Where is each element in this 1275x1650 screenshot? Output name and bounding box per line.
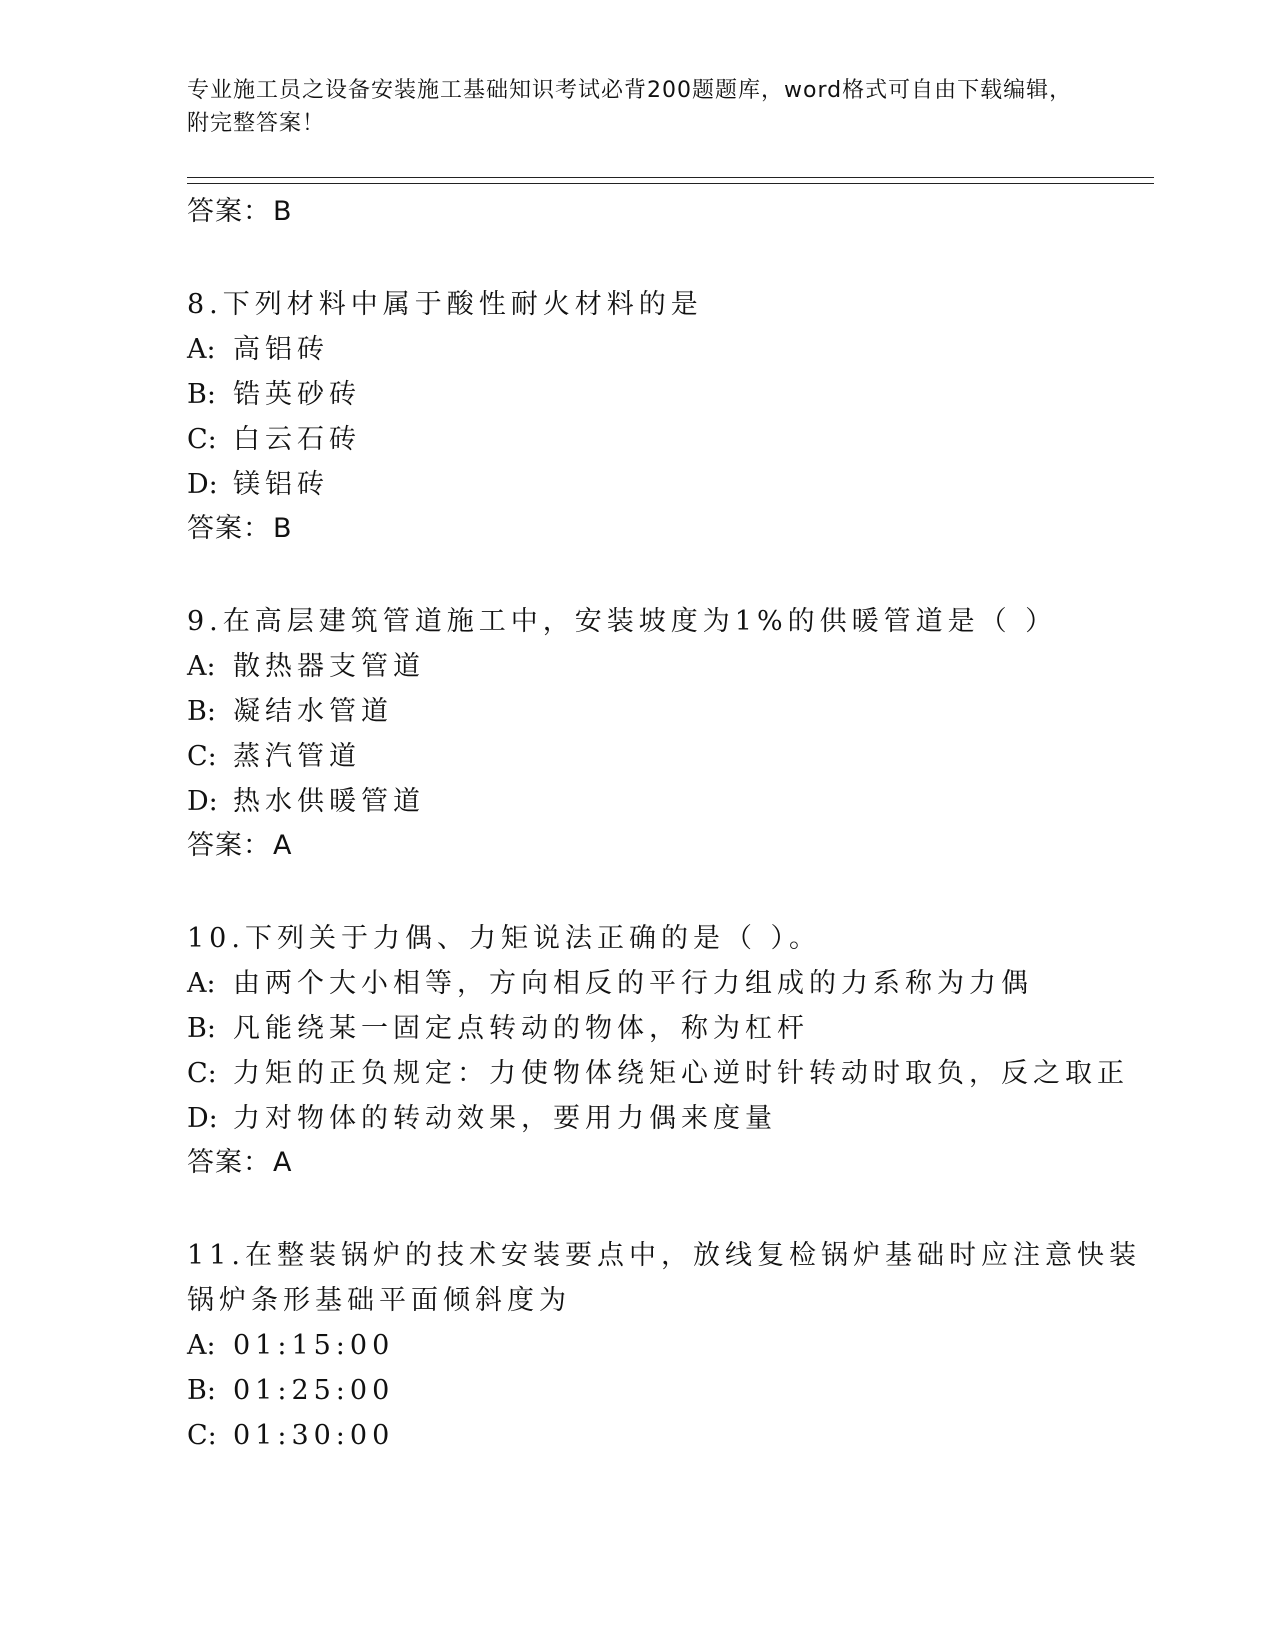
option-text: 锆英砂砖 (233, 379, 361, 410)
option-text: 热水供暖管道 (233, 786, 425, 817)
answer-value: B (273, 196, 293, 227)
answer-line (187, 507, 1147, 551)
option-a (187, 961, 1147, 1006)
option-a (187, 644, 1147, 689)
question-text: 9.在高层建筑管道施工中，安装坡度为1%的供暖管道是（ ） (187, 606, 1058, 637)
question-list (187, 190, 1147, 1458)
option-a (187, 327, 1147, 372)
answer-label: 答案： (187, 830, 271, 861)
option-text: 蒸汽管道 (233, 741, 361, 772)
option-text: 凡能绕某一固定点转动的物体，称为杠杆 (233, 1013, 809, 1044)
answer-line (187, 1141, 1147, 1185)
option-c (187, 417, 1147, 462)
option-a (187, 1323, 1147, 1368)
option-b (187, 372, 1147, 417)
option-letter: A: (187, 1330, 216, 1361)
option-c (187, 1413, 1147, 1458)
option-d (187, 1096, 1147, 1141)
spacer (187, 868, 1147, 916)
question-item (187, 282, 1147, 551)
answer-label: 答案： (187, 1147, 271, 1178)
option-text: 由两个大小相等，方向相反的平行力组成的力系称为力偶 (233, 968, 1033, 999)
question-text: 10.下列关于力偶、力矩说法正确的是（ ）。 (187, 923, 822, 954)
option-text: 凝结水管道 (233, 696, 393, 727)
answer-value: A (273, 1147, 293, 1178)
option-text: 散热器支管道 (233, 651, 425, 682)
option-letter: C: (187, 424, 217, 455)
option-text: 镁铝砖 (233, 469, 329, 500)
option-letter: B: (187, 696, 216, 727)
spacer (187, 234, 1147, 282)
option-letter: A: (187, 651, 216, 682)
option-c (187, 734, 1147, 779)
option-text: 高铝砖 (233, 334, 329, 365)
option-text: 01:15:00 (233, 1330, 395, 1361)
option-text: 力矩的正负规定：力使物体绕矩心逆时针转动时取负，反之取正 (233, 1058, 1129, 1089)
question-item (187, 599, 1147, 868)
answer-line (187, 190, 1147, 234)
option-letter: B: (187, 1375, 216, 1406)
option-c (187, 1051, 1147, 1096)
option-text: 01:30:00 (233, 1420, 395, 1451)
option-letter: A: (187, 334, 216, 365)
option-letter: D: (187, 1103, 218, 1134)
answer-line (187, 824, 1147, 868)
answer-value: B (273, 513, 293, 544)
option-b (187, 1006, 1147, 1051)
header-rule-top (187, 177, 1154, 178)
question-text: 11.在整装锅炉的技术安装要点中，放线复检锅炉基础时应注意快装锅炉条形基础平面倾斜度为 (187, 1240, 1141, 1316)
option-letter: B: (187, 379, 216, 410)
option-text: 01:25:00 (233, 1375, 395, 1406)
question-item (187, 916, 1147, 1185)
option-letter: D: (187, 786, 218, 817)
option-b (187, 1368, 1147, 1413)
option-letter: C: (187, 741, 217, 772)
option-d (187, 462, 1147, 507)
option-text: 力对物体的转动效果，要用力偶来度量 (233, 1103, 777, 1134)
option-text: 白云石砖 (233, 424, 361, 455)
option-letter: C: (187, 1058, 217, 1089)
answer-value: A (273, 830, 293, 861)
spacer (187, 1185, 1147, 1233)
option-letter: B: (187, 1013, 216, 1044)
option-letter: D: (187, 469, 218, 500)
spacer (187, 551, 1147, 599)
option-letter: C: (187, 1420, 217, 1451)
question-text: 8.下列材料中属于酸性耐火材料的是 (187, 289, 703, 320)
option-letter: A: (187, 968, 216, 999)
answer-label: 答案： (187, 513, 271, 544)
option-d (187, 779, 1147, 824)
document-header: 专业施工员之设备安装施工基础知识考试必背200题题库，word格式可自由下载编辑，附完整答案！ (187, 78, 1073, 136)
header-rule-bottom (187, 183, 1154, 184)
option-b (187, 689, 1147, 734)
question-item (187, 1233, 1147, 1458)
answer-label: 答案： (187, 196, 271, 227)
